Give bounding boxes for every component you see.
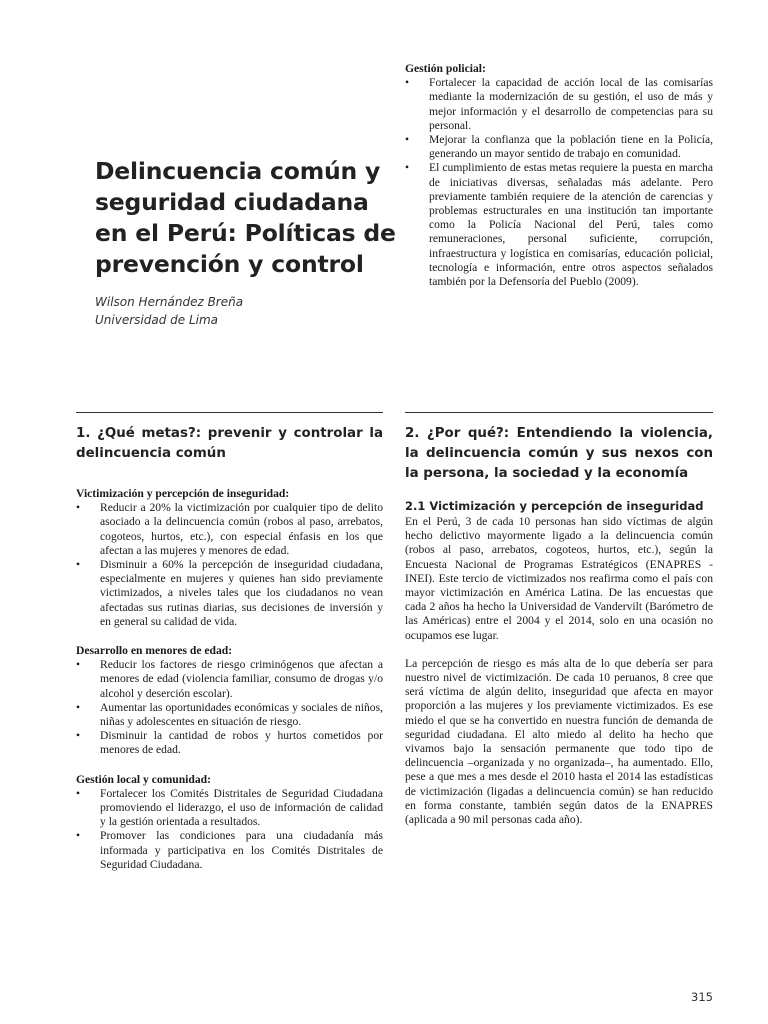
bullet-icon: •	[405, 76, 410, 90]
author-affiliation: Universidad de Lima	[95, 313, 219, 327]
bullet-icon: •	[76, 501, 81, 515]
group-lead: Victimización y percepción de inseguridad:	[76, 487, 290, 500]
bullet-icon: •	[405, 161, 410, 175]
section-2-body	[405, 515, 713, 827]
bullet-icon: •	[76, 658, 81, 672]
section-1-body	[76, 487, 383, 872]
group-lead: Gestión local y comunidad:	[76, 772, 211, 786]
bullet-list	[76, 501, 383, 629]
title-line: Delincuencia común y	[95, 157, 381, 185]
bullet-icon: •	[76, 786, 81, 800]
list-item: • Fortalecer los Comités Distritales de Seguridad Ciudadana promoviendo el liderazgo, el uso de información de calidad y la gestión orientada a resultados.	[76, 786, 383, 829]
title-line: seguridad ciudadana	[95, 188, 369, 216]
list-item: • Promover las condiciones para una ciudadanía más informada y participativa en los Comités Distritales de Seguridad Ciudadana.	[76, 829, 383, 871]
section-divider	[76, 412, 383, 413]
paragraph: En el Perú, 3 de cada 10 personas han sido víctimas de algún hecho delictivo mayormente ligado a la delincuencia común (robos al paso, arrebatos, cogoteos, hurtos, etc.), según la Encuesta Nacional de Programas Estratégicos (ENAPRES - INEI). Este tercio de victimizados nos reafirma como el país con mayor victimización en América Latina. De las encuestas que cada 2 años ha hecho la Universidad de Vandervilt (Barómetro de las Américas) entre el 2004 y el 2014, solo en una ocasión no ocupamos ese lugar.	[405, 515, 713, 642]
author-block	[95, 293, 395, 329]
list-item: • Aumentar las oportunidades económicas y sociales de niños, niñas y adolescentes en situación de riesgo.	[76, 700, 383, 729]
section-divider	[405, 412, 713, 413]
bullet-icon: •	[76, 829, 81, 843]
section-1-heading: 1. ¿Qué metas?: prevenir y controlar la delincuencia común	[76, 426, 383, 461]
bullet-list	[405, 76, 713, 289]
list-item: • Mejorar la confianza que la población tiene en la Policía, generando un mayor sentido de trabajo en comunidad.	[405, 133, 713, 161]
list-item: • Disminuir a 60% la percepción de inseguridad ciudadana, especialmente en mujeres y quienes han sido previamente victimizados, a niveles tales que los ciudadanos no vean afectadas sus rutinas diarias, sus decisiones de inversión y en general su calidad de vida.	[76, 558, 383, 628]
paragraph: La percepción de riesgo es más alta de lo que debería ser para nuestro nivel de victimización. De cada 10 peruanos, 8 cree que será víctima de algún delito, inseguridad que afecta en mayor proporción a las mujeres y los previamente victimizados. Es ese miedo el que se ha convertido en nuestra función de demanda de seguridad ciudadana. El alto miedo al delito ha hecho que vivamos bajo la sensación permanente que todo tipo de delincuencia –organizada y no organizada–, ha aumentado. Ello, pese a que mes a mes desde el 2010 hasta el 2014 las estadísticas de victimización (ligadas a delincuencia común) se han reducido en forma constante, también según datos de la ENAPRES (aplicada a 90 mil personas cada año).	[405, 656, 713, 827]
list-item: • El cumplimiento de estas metas requiere la puesta en marcha de iniciativas diversas, señaladas más adelante. Pero previamente también requiere de la atención de carencias y problemas estructurales en una institución tan importante como la Policía Nacional del Perú, tales como remuneraciones, personal suficiente, corrupción, infraestructura y logística en comisarías, educación policial, tecnología e información, entre otros aspectos señalados también por la Defensoría del Pueblo (2009).	[405, 161, 713, 289]
group-lead: Desarrollo en menores de edad:	[76, 644, 233, 658]
police-management-block	[405, 62, 713, 289]
bullet-icon: •	[76, 558, 81, 572]
bullet-icon: •	[405, 133, 410, 147]
title-line: prevención y control	[95, 250, 364, 278]
list-item: • Fortalecer la capacidad de acción local de las comisarías mediante la modernización de su gestión, el uso de más y mejor información y el desarrollo de competencias para su personal.	[405, 76, 713, 132]
bullet-icon: •	[76, 700, 81, 714]
article-title	[95, 156, 395, 280]
author-name: Wilson Hernández Breña	[95, 295, 244, 309]
subsection-heading: 2.1 Victimización y percepción de inseguridad	[405, 499, 704, 513]
bullet-list	[76, 787, 383, 872]
list-item: • Reducir los factores de riesgo criminógenos que afectan a menores de edad (violencia familiar, consumo de drogas y/o alcohol y deserción escolar).	[76, 658, 383, 700]
section-2-heading: 2. ¿Por qué?: Entendiendo la violencia, la delincuencia común y sus nexos con la persona, la sociedad y la economía	[405, 426, 713, 481]
list-item: • Reducir a 20% la victimización por cualquier tipo de delito asociado a la delincuencia común (robos al paso, arrebatos, cogoteos, hurtos, etc.), con especial énfasis en los que afectan a las mujeres y menores de edad.	[76, 501, 383, 557]
page-number: 315	[691, 990, 713, 1004]
bullet-icon: •	[76, 729, 81, 743]
group-lead: Gestión policial:	[405, 62, 486, 75]
title-line: en el Perú: Políticas de	[95, 219, 396, 247]
bullet-list	[76, 658, 383, 757]
list-item: • Disminuir la cantidad de robos y hurtos cometidos por menores de edad.	[76, 729, 383, 757]
